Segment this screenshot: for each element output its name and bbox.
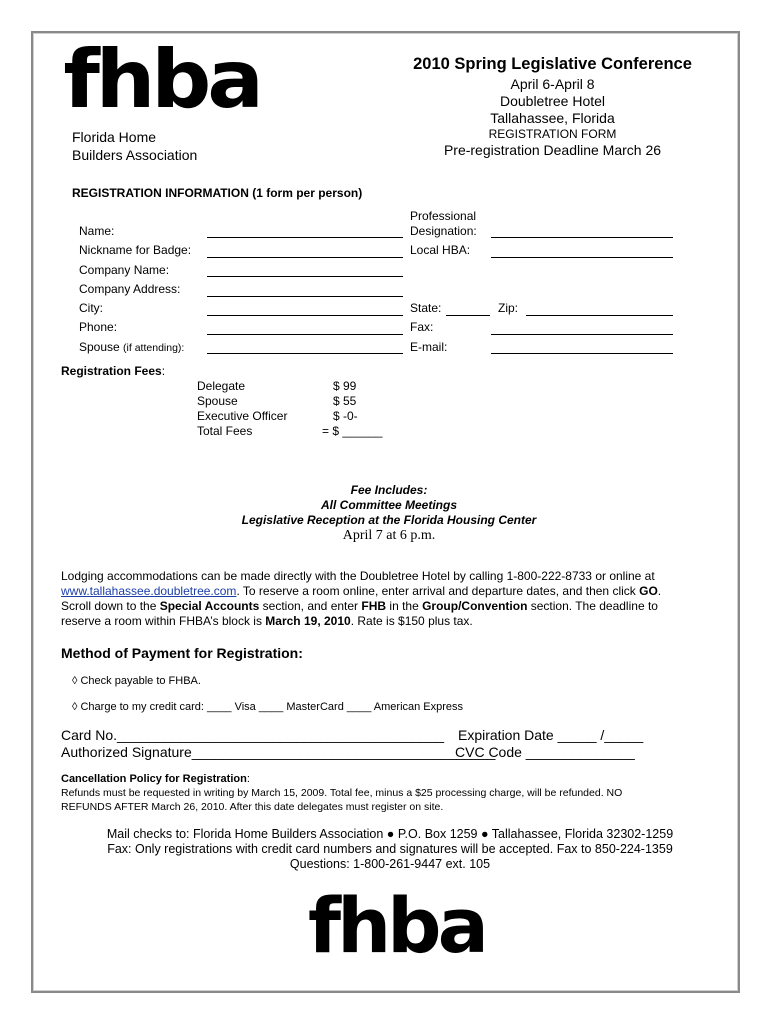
payment-heading: Method of Payment for Registration: bbox=[61, 645, 303, 661]
fee-includes-heading: Fee Includes: bbox=[350, 483, 428, 497]
name-label: Name: bbox=[79, 224, 115, 238]
spouse-label-text: Spouse bbox=[79, 340, 120, 354]
fees-heading bbox=[61, 364, 165, 378]
preregistration-deadline: Pre-registration Deadline March 26 bbox=[443, 142, 662, 158]
form-label: REGISTRATION FORM bbox=[488, 127, 617, 141]
fee-executive-label: Executive Officer bbox=[197, 409, 288, 423]
nickname-label: Nickname for Badge: bbox=[79, 243, 192, 257]
fhba-footer-logo: fhba bbox=[308, 881, 485, 970]
email-label: E-mail: bbox=[410, 340, 448, 354]
fhba-logo: fhba bbox=[63, 33, 260, 126]
company-address-label: Company Address: bbox=[79, 282, 181, 296]
group-convention: Group/Convention bbox=[422, 599, 528, 613]
email-field[interactable] bbox=[491, 353, 673, 354]
company-name-field[interactable] bbox=[207, 276, 403, 277]
lodging-l3d: section. The deadline to bbox=[527, 599, 658, 613]
spouse-label bbox=[79, 340, 184, 354]
fees-heading-colon: : bbox=[161, 364, 166, 378]
lodging-line4 bbox=[61, 614, 473, 628]
phone-label: Phone: bbox=[79, 320, 118, 334]
lodging-line2-text: . To reserve a room online, enter arrival and departure dates, and then click bbox=[236, 584, 640, 598]
lodging-l4b: . Rate is $150 plus tax. bbox=[350, 614, 473, 628]
spouse-note: (if attending): bbox=[123, 342, 185, 354]
card-number-field[interactable]: Card No.__________________________________________ bbox=[61, 727, 445, 743]
hotel-link[interactable]: www.tallahassee.doubletree.com bbox=[61, 584, 237, 598]
fee-includes-reception: Legislative Reception at the Florida Housing Center bbox=[241, 513, 537, 527]
fee-includes bbox=[180, 483, 598, 544]
questions-phone: Questions: 1-800-261-9447 ext. 105 bbox=[289, 857, 491, 871]
lodging-deadline-date: March 19, 2010 bbox=[265, 614, 351, 628]
fax-instructions: Fax: Only registrations with credit card numbers and signatures will be accepted. Fax to 850-224-1359 bbox=[107, 842, 673, 856]
check-option[interactable]: ◊ Check payable to FHBA. bbox=[72, 675, 201, 687]
org-name-line1: Florida Home bbox=[72, 129, 157, 145]
expiration-date-field[interactable]: Expiration Date _____ /_____ bbox=[458, 727, 644, 743]
local-hba-label: Local HBA: bbox=[410, 243, 471, 257]
name-field[interactable] bbox=[207, 237, 403, 238]
fax-field[interactable] bbox=[491, 334, 673, 335]
fee-delegate-label: Delegate bbox=[197, 379, 246, 393]
lodging-l3b: section, and enter bbox=[259, 599, 362, 613]
cancellation-heading bbox=[61, 773, 250, 785]
go-text: GO bbox=[639, 584, 658, 598]
authorized-signature-field[interactable]: Authorized Signature_______________________________________ bbox=[61, 744, 496, 760]
fee-executive-amount: $ -0- bbox=[333, 409, 358, 423]
footer bbox=[60, 827, 720, 871]
professional-label-line2: Designation: bbox=[410, 224, 477, 238]
org-name-line2: Builders Association bbox=[72, 147, 198, 163]
local-hba-field[interactable] bbox=[491, 257, 673, 258]
cancellation-heading-text: Cancellation Policy for Registration bbox=[61, 773, 247, 785]
conference-venue: Doubletree Hotel bbox=[499, 93, 606, 109]
special-accounts: Special Accounts bbox=[159, 599, 260, 613]
company-name-label: Company Name: bbox=[79, 263, 170, 277]
conference-dates: April 6-April 8 bbox=[510, 76, 595, 92]
state-label: State: bbox=[410, 301, 442, 315]
fee-total-label: Total Fees bbox=[197, 424, 253, 438]
conference-title: 2010 Spring Legislative Conference bbox=[413, 55, 692, 73]
header-right bbox=[400, 55, 705, 158]
phone-field[interactable] bbox=[207, 334, 403, 335]
fee-delegate-amount: $ 99 bbox=[333, 379, 357, 393]
company-address-field[interactable] bbox=[207, 296, 403, 297]
cancellation-line2: REFUNDS AFTER March 26, 2010. After this date delegates must register on site. bbox=[61, 801, 444, 813]
mail-instructions: Mail checks to: Florida Home Builders Association ● P.O. Box 1259 ● Tallahassee, Florida 32302-1259 bbox=[106, 827, 674, 841]
fee-total-amount: = $ ______ bbox=[322, 424, 383, 438]
lodging-line3 bbox=[61, 599, 658, 613]
fee-includes-time: April 7 at 6 p.m. bbox=[342, 528, 436, 543]
cvc-code-field[interactable]: CVC Code ______________ bbox=[455, 744, 635, 760]
spouse-field[interactable] bbox=[207, 353, 403, 354]
lodging-line2-end: . bbox=[657, 584, 662, 598]
lodging-line2 bbox=[61, 584, 661, 598]
lodging-line1: Lodging accommodations can be made directly with the Doubletree Hotel by calling 1-800-222-8733 or online at bbox=[61, 569, 655, 583]
lodging-l3a: Scroll down to the bbox=[61, 599, 160, 613]
cancellation-heading-colon: : bbox=[246, 773, 250, 785]
city-field[interactable] bbox=[207, 315, 403, 316]
conference-location: Tallahassee, Florida bbox=[490, 110, 615, 126]
fees-heading-text: Registration Fees bbox=[61, 364, 162, 378]
zip-field[interactable] bbox=[526, 315, 673, 316]
fee-spouse-label: Spouse bbox=[197, 394, 238, 408]
fhb-code: FHB bbox=[361, 599, 387, 613]
state-field[interactable] bbox=[446, 315, 490, 316]
credit-card-option[interactable]: ◊ Charge to my credit card: ____ Visa ____ MasterCard ____ American Express bbox=[72, 701, 464, 713]
cancellation-line1: Refunds must be requested in writing by March 15, 2009. Total fee, minus a $25 processing charge, will be refunded. NO bbox=[61, 787, 623, 799]
fee-includes-meetings: All Committee Meetings bbox=[320, 498, 458, 512]
fax-label: Fax: bbox=[410, 320, 434, 334]
professional-label-line1: Professional bbox=[410, 209, 477, 223]
nickname-field[interactable] bbox=[207, 257, 403, 258]
lodging-l4a: reserve a room within FHBA’s block is bbox=[61, 614, 266, 628]
fee-spouse-amount: $ 55 bbox=[333, 394, 357, 408]
city-label: City: bbox=[79, 301, 103, 315]
registration-heading: REGISTRATION INFORMATION (1 form per person) bbox=[72, 186, 363, 200]
lodging-l3c: in the bbox=[386, 599, 423, 613]
professional-designation-field[interactable] bbox=[491, 237, 673, 238]
zip-label: Zip: bbox=[498, 301, 519, 315]
